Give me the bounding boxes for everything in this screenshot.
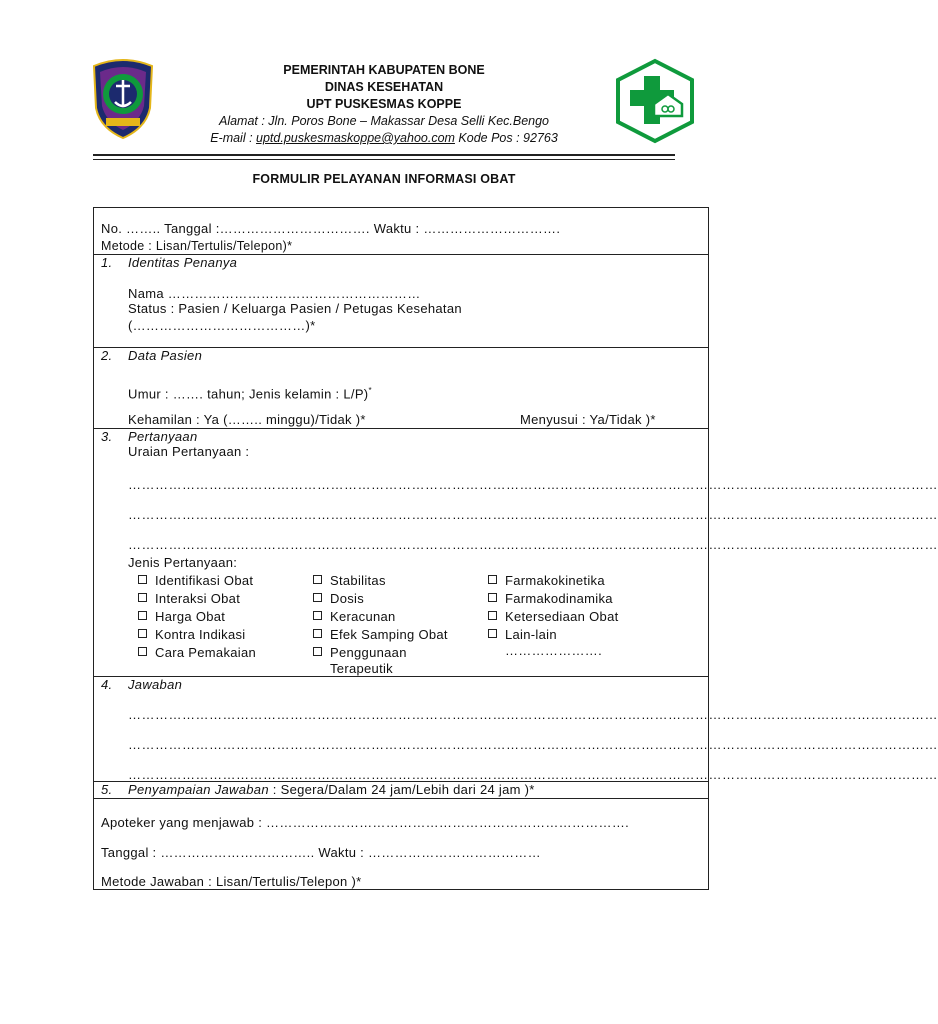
email-link[interactable]: uptd.puskesmaskoppe@yahoo.com [256,131,455,145]
header-puskesmas: UPT PUSKESMAS KOPPE [306,97,462,111]
tanggal-waktu-field[interactable]: Tanggal : …………………………….. Waktu : ………………………………… [101,845,541,860]
header-rule-thick [93,154,675,156]
section2-number: 2. [101,348,113,363]
section3-number: 3. [101,429,113,444]
section5-number: 5. [101,782,113,797]
section1-number: 1. [101,255,113,270]
form-title: FORMULIR PELAYANAN INFORMASI OBAT [252,172,516,186]
checkbox-interaksi-obat[interactable]: Interaksi Obat [138,591,240,607]
nama-field[interactable]: Nama ………………………………………………… [128,286,421,301]
metode-jawaban-field[interactable]: Metode Jawaban : Lisan/Tertulis/Telepon )* [101,874,362,889]
header-rule-thin [93,159,675,160]
section2-title: Data Pasien [128,348,203,363]
checkbox-farmakokinetika[interactable]: Farmakokinetika [488,573,605,589]
answer-line[interactable]: ……………………………………………………………………………………………………………………………………………………………… [128,767,938,782]
checkbox-lain-lain[interactable]: Lain-lain [488,627,557,643]
question-line[interactable]: ……………………………………………………………………………………………………………………………………………………………… [128,507,938,522]
header-address: Alamat : Jln. Poros Bone – Makassar Desa Selli Kec.Bengo [218,114,550,128]
umur-jenis-kelamin-field[interactable]: Umur : ……. tahun; Jenis kelamin : L/P)* [128,386,372,402]
section5-line[interactable]: Penyampaian Jawaban : Segera/Dalam 24 jam/Lebih dari 24 jam )* [128,782,535,797]
checkbox-efek-samping-obat[interactable]: Efek Samping Obat [313,627,448,643]
divider [93,798,709,799]
section4-title: Jawaban [128,677,183,692]
checkbox-ketersediaan-obat[interactable]: Ketersediaan Obat [488,609,619,625]
jenis-label: Jenis Pertanyaan: [128,555,238,570]
checkbox-keracunan[interactable]: Keracunan [313,609,396,625]
section1-title: Identitas Penanya [128,255,238,270]
header-department: DINAS KESEHATAN [324,80,444,94]
checkbox-penggunaan-terapeutik[interactable]: Penggunaan [313,645,407,661]
form-method: Metode : Lisan/Tertulis/Telepon)* [101,239,293,253]
checkbox-cara-pemakaian[interactable]: Cara Pemakaian [138,645,256,661]
letterhead [160,62,608,147]
apoteker-field[interactable]: Apoteker yang menjawab : ………………………………………………………………………. [101,815,630,830]
header-contact: E-mail : uptd.puskesmaskoppe@yahoo.com Kode Pos : 92763 [210,131,558,145]
answer-line[interactable]: ……………………………………………………………………………………………………………………………………………………………… [128,737,938,752]
status-other-field[interactable]: (…………………………………)* [128,318,316,333]
option-penggunaan-continuation: Terapeutik [330,661,393,676]
section4-number: 4. [101,677,113,692]
section3-title: Pertanyaan [128,429,198,444]
kehamilan-field[interactable]: Kehamilan : Ya (…….. minggu)/Tidak )* [128,412,366,427]
checkbox-kontra-indikasi[interactable]: Kontra Indikasi [138,627,246,643]
status-field[interactable]: Status : Pasien / Keluarga Pasien / Petugas Kesehatan [128,301,462,316]
form-number-date-time: No. …….. Tanggal :……………………………. Waktu : …………………………. [101,221,561,236]
divider [93,676,709,677]
question-line[interactable]: ……………………………………………………………………………………………………………………………………………………………… [128,537,938,552]
checkbox-harga-obat[interactable]: Harga Obat [138,609,225,625]
checkbox-stabilitas[interactable]: Stabilitas [313,573,386,589]
checkbox-farmakodinamika[interactable]: Farmakodinamika [488,591,613,607]
kabupaten-bone-logo [88,56,158,140]
puskesmas-logo [614,58,696,144]
menyusui-field[interactable]: Menyusui : Ya/Tidak )* [520,412,656,427]
header-government: PEMERINTAH KABUPATEN BONE [283,63,485,77]
checkbox-identifikasi-obat[interactable]: Identifikasi Obat [138,573,253,589]
answer-line[interactable]: ……………………………………………………………………………………………………………………………………………………………… [128,707,938,722]
uraian-label: Uraian Pertanyaan : [128,444,250,459]
question-line[interactable]: ……………………………………………………………………………………………………………………………………………………………… [128,477,938,492]
checkbox-dosis[interactable]: Dosis [313,591,364,607]
lain-lain-input-line[interactable]: …………………. [505,643,603,658]
